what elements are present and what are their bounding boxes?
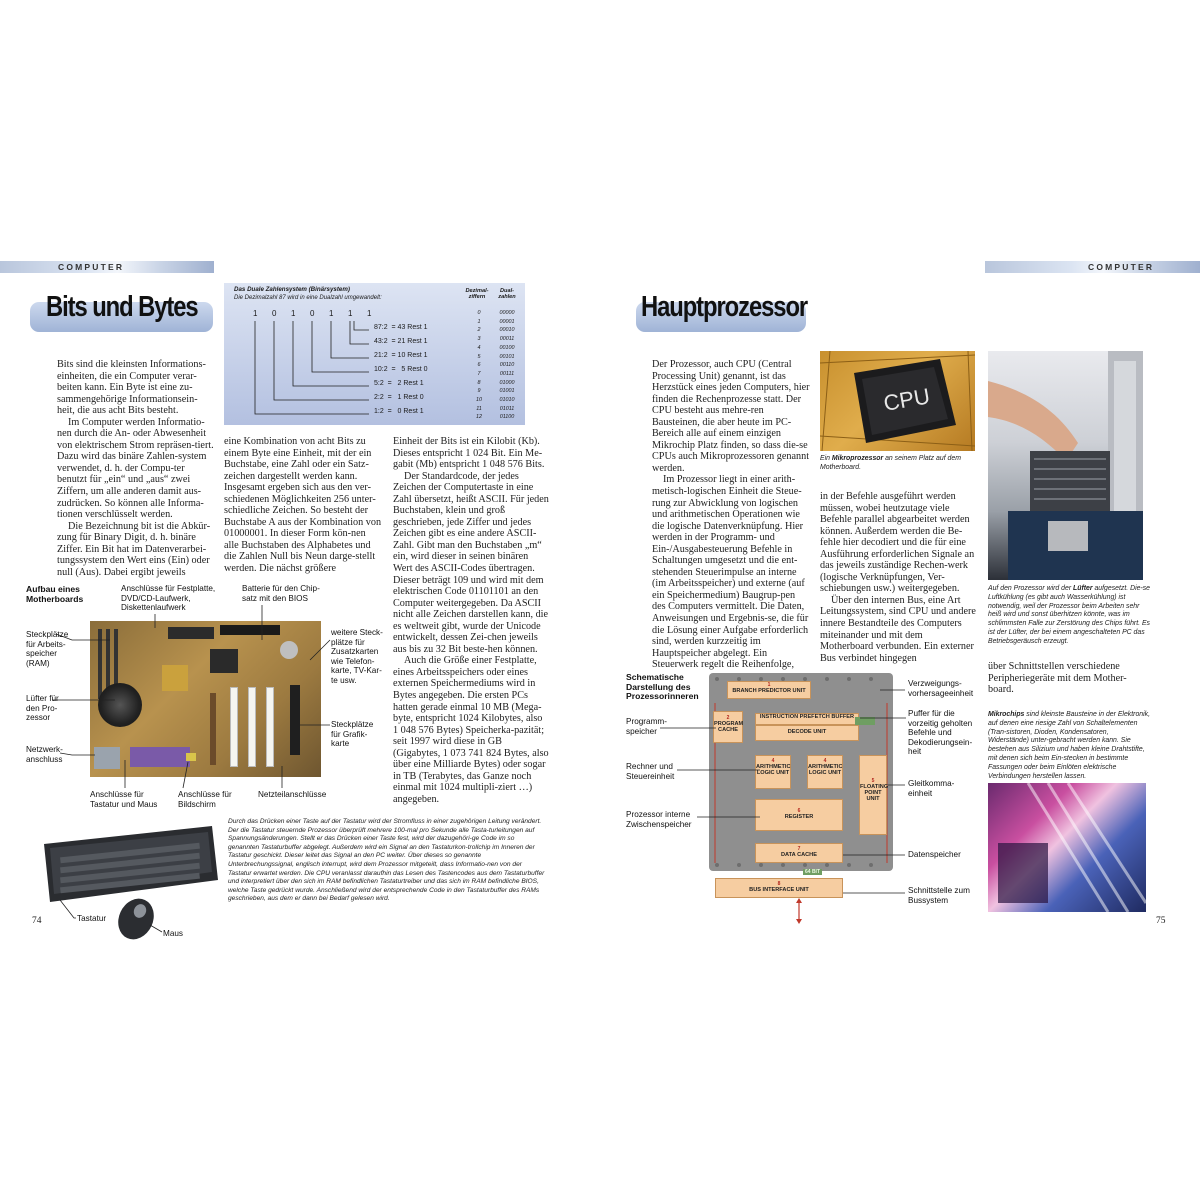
decimal-value: 7 — [477, 370, 481, 377]
label-prefetch-decode: Puffer für die vorzeitig geholten Befehle und Dekodierungsein-heit — [908, 709, 973, 757]
label-keyboard: Tastatur — [77, 914, 107, 923]
unit-label: REGISTER — [784, 814, 814, 820]
unit-number: 4 — [771, 758, 775, 764]
label-cpu-fan: Lüfter für den Pro-zessor — [26, 694, 59, 723]
unit-number: 2 — [726, 715, 730, 721]
paragraph: Über den internen Bus, eine Art Leitungssystem, sind CPU und andere innere Bestandteile des Computers miteinander und mit dem Motherboard verbunden. Ein externer Bus verbindet hingegen — [820, 594, 976, 664]
decimal-value: 4 — [477, 344, 481, 351]
paragraph: Bits sind die kleinsten Informations-einheiten, die ein Computer verar-beiten kann. Ein Byte ist eine zu-sammengehörige Informationsein-heit, die aus acht Bits besteht. — [57, 359, 206, 417]
dual-value: 00010 — [499, 327, 515, 334]
binary-digit: 1 — [367, 309, 372, 318]
label-program-memory: Programm-speicher — [626, 717, 667, 736]
decimal-value: 11 — [476, 405, 482, 412]
unit-label: ARITHMETIC LOGIC UNIT — [756, 764, 791, 776]
dual-value: 00101 — [499, 353, 515, 360]
unit-number: 8 — [777, 881, 781, 887]
unit-label: ARITHMETIC LOGIC UNIT — [808, 764, 843, 776]
unit-label: DATA CACHE — [781, 852, 817, 858]
dual-value: 01010 — [499, 397, 515, 403]
page-number-right: 75 — [1156, 916, 1166, 926]
microchips-caption-post: sind kleinste Bausteine in der Elektronik, auf denen eine riesige Zahl von Schaltelementen (Tran-sistoren, Dioden, Kondensatoren, Widerstände) unter-gebracht werden kann. Sie bestehen aus Silizium und haben kleine Drahtstifte, mit denen sich beim Ein-stecken in bestimmte Fassungen oder beim Einlöten elektrische Verbindungen herstellen lassen. — [988, 711, 1151, 780]
label-bus-interface: Schnittstelle zum Bussystem — [908, 886, 970, 905]
paragraph: Einheit der Bits ist ein Kilobit (Kb). Dieses entspricht 1 024 Bit. Ein Me-gabit (Mb) entspricht 1 048 576 Bits. — [393, 436, 545, 471]
dual-header-a: Dual- — [500, 288, 514, 294]
cpu-caption-pre: Ein — [820, 455, 832, 462]
fan-installation-photo — [988, 351, 1143, 580]
label-internal-buffer: Prozessor interne Zwischenspeicher — [626, 810, 692, 829]
fan-caption-pre: Auf den Prozessor wird der — [988, 585, 1074, 592]
binary-digit: 1 — [348, 309, 353, 318]
decimal-value: 8 — [477, 379, 481, 386]
unit-number: 4 — [823, 758, 827, 764]
cpu-chip-label: CPU — [881, 383, 932, 416]
label-battery: Batterie für den Chip-satz mit den BIOS — [242, 584, 320, 603]
paragraph: Auch die Größe einer Festplatte, eines Arbeitsspeichers oder eines externen Speichermediums wird in Bytes angegeben. Die ersten PCs hatten gerade einmal 10 MB (Mega-byte, entspricht 1024 Kilobytes, also 1 048 576 Bytes) Speicherka-pazität; seit 1997 wird diese in GB (Gigabytes, 1 073 741 824 Bytes, also über eine Milliarde Bytes) oder sogar in TB (Terabytes, das Ganze noch einmal mit 1024 multipli-ziert …) angegeben. — [393, 655, 549, 805]
paragraph: Der Prozessor, auch CPU (Central Processing Unit) genannt, ist das Herzstück eines jeden Computers, hier finden die Rechenprozesse statt. Der CPU besteht aus mehre-ren Bausteinen, die aber heute im PC-Bereich alle auf einem einzigen Mikrochip Platz finden, so dass die-se CPUs auch Mikroprozessoren genannt werden. — [652, 359, 810, 474]
dual-value: 00100 — [499, 344, 515, 351]
section-band-right — [985, 261, 1200, 273]
binary-digit: 0 — [272, 309, 277, 318]
decimal-value: 0 — [477, 310, 481, 316]
fan-caption — [988, 585, 1150, 647]
decimal-value: 5 — [477, 353, 481, 360]
unit-label: FLOATING POINT UNIT — [860, 784, 889, 802]
label-ram-slots: Steckplätze für Arbeits-speicher (RAM) — [26, 630, 69, 668]
binary-digit: 1 — [329, 309, 334, 318]
text-column-right-3 — [988, 661, 1148, 696]
label-compute-control: Rechner und Steuereinheit — [626, 762, 675, 781]
dual-header-b: zahlen — [498, 294, 516, 300]
label-floating-point: Gleitkomma-einheit — [908, 779, 955, 798]
unit-label: INSTRUCTION PREFETCH BUFFER — [759, 714, 855, 720]
label-graphics-slot: Steckplätze für Grafik-karte — [331, 720, 374, 749]
keyboard-caption: Durch das Drücken einer Taste auf der Tastatur wird der Stromfluss in einer zugehörigen Leitung verändert. Der die Tastatur steuernde Prozessor überprüft mehrere 100-mal pro Sekunde alle Tasta-turleitungen auf Spannungsänderungen. Stellt er das Drücken einer Taste fest, wird der dazugehöri-ge Code im so genannten Tastaturbuffer abgelegt. Außerdem wird ein Signal an den Tastaturkon-trollchip im Inneren der Tastatur geschickt. Dieser leitet das Signal an den PC weiter. Über dieses so genannte Unterbrechungssignal, englisch interrupt, wird dem Prozessor mitgeteilt, dass Informatio-nen von der Tastatur erwartet werden. Die CPU veranlasst daraufhin das Lesen des Tastencodes aus dem Tastaturbuffer und interpretiert über den sich im RAM befindlichen Tastaturtreiber und das sich im RAM befindliche BIOS, welche Taste gedrückt wurde. Anschließend wird der entsprechende Code in den Tastaturbuffer des RAMs geschrieben, aus dem er dann bei Bedarf gelesen wird. — [228, 818, 545, 903]
microchips-drawing — [988, 783, 1146, 912]
binary-title: Das Duale Zahlensystem (Binärsystem) — [234, 286, 350, 293]
paragraph: Die Bezeichnung bit ist die Abkür-zung für Binary Digit, d. h. binäre Ziffer. Ein Bit hat im Datenverarbei-tungssystem den Wert eins (Ein) oder null (Aus). Dabei ergibt jeweils — [57, 520, 211, 578]
page-heading-right: Hauptprozessor — [641, 291, 808, 323]
decimal-header-b: ziffern — [468, 294, 486, 300]
dual-value: 01011 — [499, 405, 515, 412]
section-label-left: COMPUTER — [58, 262, 125, 272]
label-monitor-port: Anschlüsse für Bildschirm — [178, 790, 232, 809]
dual-value: 00111 — [499, 370, 515, 377]
unit-number: 6 — [797, 808, 801, 814]
paragraph: über Schnittstellen verschiedene Peripheriegeräte mit dem Mother-board. — [988, 661, 1127, 696]
unit-number: 1 — [767, 682, 771, 688]
decimal-value: 2 — [477, 327, 481, 334]
fan-drawing — [988, 351, 1143, 580]
fan-caption-bold: Lüfter — [1073, 585, 1093, 592]
unit-label: BUS INTERFACE UNIT — [749, 887, 809, 893]
decimal-header-a: Dezimal- — [465, 288, 489, 294]
paragraph: Im Computer werden Informatio-nen durch die An- oder Abwesenheit von elektrischem Strom repräsen-tiert. Dazu wird das binäre Zahlen-system verwendet, d. h. der Compu-ter benutzt für „ein“ und „aus“ zwei Ziffern, um alle anderen damit aus-zudrücken. So können alle Informa-tionen verschlüsselt werden. — [57, 416, 214, 521]
paragraph: eine Kombination von acht Bits zu einem Byte eine Einheit, mit der ein Buchstabe, eine Zahl oder ein Satz-zeichen dargestellt werden kann. Insgesamt ergeben sich aus den ver-schiedenen Möglichkeiten 256 unter-schiedliche Zeichen. So besteht der Buchstabe A aus der Kombination von 01000001. In dieser Form kön-nen alle Buchstaben des Alphabetes und die Zahlen Null bis Neun darge-stellt werden. Die nächst größere — [224, 436, 382, 575]
unit-number: 7 — [797, 846, 801, 852]
paragraph: Im Prozessor liegt in einer arith-metisch-logischen Einheit die Steue-rung zur Abwicklung von logischen und arithmetischen Operationen wie die logische Datenverknüpfung. Hier werden in der Programm- und Ein-/Ausgabesteuerung Befehle in Schaltungen umgesetzt und die ent-stehenden Steuerimpulse an interne (im Arbeitsspeicher) und externe (auf ein Speichermedium) Baugrup-pen des Computers vermittelt. Die Daten, Anweisungen und Ergebnis-se, die für die Lösung einer Aufgabe erforderlich sind, werden kurzzeitig im Hauptspeicher abgelegt. Ein Steuerwerk regelt die Reihenfolge, — [652, 474, 809, 671]
paragraph: in der Befehle ausgeführt werden müssen, wobei heutzutage viele Befehle parallel abgearbeitet werden können. Außerdem werden die Be-fehle hier decodiert und die für eine Ausführung erforderlichen Signale an das jeweils zuständige Rechen-werk (logische Verknüpfungen, Ver-schiebungen usw.) weitergegeben. — [820, 491, 975, 595]
microchips-photo — [988, 783, 1146, 912]
decimal-value: 12 — [476, 414, 482, 421]
unit-label: DECODE UNIT — [787, 729, 827, 735]
binary-step: 2:2 = 1 Rest 0 — [374, 394, 424, 401]
label-branch-prediction: Verzweigungs-vorhersageeinheit — [908, 679, 974, 698]
dual-value: 01001 — [499, 388, 515, 395]
label-expansion-slots: weitere Steck-plätze für Zusatzkarten wie Telefon-karte, TV-Kar-te usw. — [331, 628, 383, 685]
binary-step: 21:2 = 10 Rest 1 — [374, 352, 428, 359]
binary-step: 87:2 = 43 Rest 1 — [374, 324, 428, 331]
decimal-value: 6 — [477, 362, 481, 369]
unit-label: PROGRAM CACHE — [714, 721, 744, 733]
binary-digit: 1 — [253, 309, 258, 318]
label-keyboard-mouse-ports: Anschlüsse für Tastatur und Maus — [90, 790, 158, 809]
binary-step: 10:2 = 5 Rest 0 — [374, 366, 428, 373]
diagram-title-b: Darstellung des — [626, 681, 691, 692]
decimal-value: 3 — [477, 336, 481, 343]
dual-value: 00011 — [499, 336, 515, 343]
paragraph: Der Standardcode, der jedes Zeichen der Computertaste in eine Zahl übersetzt, heißt ASCII. Für jeden Buchstaben, klein und groß geschrieben, jede Ziffer und jedes Zeichen gibt es eine andere ASCII-Zahl. Gibt man den Buchstaben „m“ ein, wird dieser in seinen binären Wert des ASCII-Codes übertragen. Dieser beträgt 109 und wird mit dem elektrischen Code 01101101 an den Computer weitergegeben. Da ASCII nicht alle Zeichen darstellen kann, die es weltweit gibt, wurde der Unicode entwickelt, dessen Zei-chen jeweils aus bis zu 32 Bit beste-hen können. — [393, 470, 549, 655]
decimal-value: 1 — [477, 318, 481, 325]
diagram-title-a: Schematische — [626, 672, 684, 682]
dual-value: 01000 — [499, 379, 515, 386]
label-network-port: Netzwerk-anschluss — [26, 745, 63, 764]
label-data-memory: Datenspeicher — [908, 850, 961, 859]
binary-digit: 0 — [310, 309, 315, 318]
binary-digit: 1 — [291, 309, 296, 318]
section-label-right: COMPUTER — [1088, 262, 1155, 272]
dual-value: 00110 — [499, 362, 515, 369]
microchips-caption — [988, 711, 1150, 781]
dual-value: 00001 — [499, 318, 515, 325]
label-mouse: Maus — [163, 929, 184, 938]
cpu-caption-bold: Mikroprozessor — [831, 455, 884, 462]
motherboard-title-b: Motherboards — [26, 593, 84, 604]
microchips-caption-bold: Mikrochips — [988, 711, 1025, 718]
binary-subtitle: Die Dezimalzahl 87 wird in eine Dualzahl umgewandelt: — [234, 295, 382, 301]
dual-value: 01100 — [499, 414, 515, 421]
bus-64-bit-label: 64 BIT — [805, 869, 821, 875]
unit-number: 5 — [871, 778, 875, 784]
label-power-connectors: Netzteilanschlüsse — [258, 790, 327, 799]
binary-step: 43:2 = 21 Rest 1 — [374, 338, 428, 345]
binary-step: 1:2 = 0 Rest 1 — [374, 408, 424, 415]
cpu-caption-post: an seinem Platz auf dem Motherboard. — [820, 455, 961, 471]
label-drive-connectors: Anschlüsse für Festplatte, DVD/CD-Laufwerk, Diskettenlaufwerk — [121, 584, 216, 613]
page-heading-left: Bits und Bytes — [46, 291, 198, 323]
unit-label: BRANCH PREDICTOR UNIT — [732, 688, 806, 694]
fan-caption-post: aufgesetzt. Die-se Luftkühlung (es gibt auch Wasserkühlung) ist notwendig, weil der Prozessor beim Arbeiten sehr heiß wird und sonst überhitzen könnte, was im schlimmsten Falle zur Zerstörung des Chips führt. Es ist der Lüfter, der bei einem angeschalteten PC das Betriebsgeräusch erzeugt. — [988, 585, 1151, 645]
decimal-value: 10 — [476, 397, 482, 403]
page-number-left: 74 — [32, 916, 42, 926]
binary-step: 5:2 = 2 Rest 1 — [374, 380, 424, 387]
diagram-title-c: Prozessorinneren — [626, 691, 699, 702]
decimal-value: 9 — [477, 388, 481, 395]
dual-value: 00000 — [499, 310, 515, 316]
motherboard-title-a: Aufbau eines — [26, 584, 80, 594]
